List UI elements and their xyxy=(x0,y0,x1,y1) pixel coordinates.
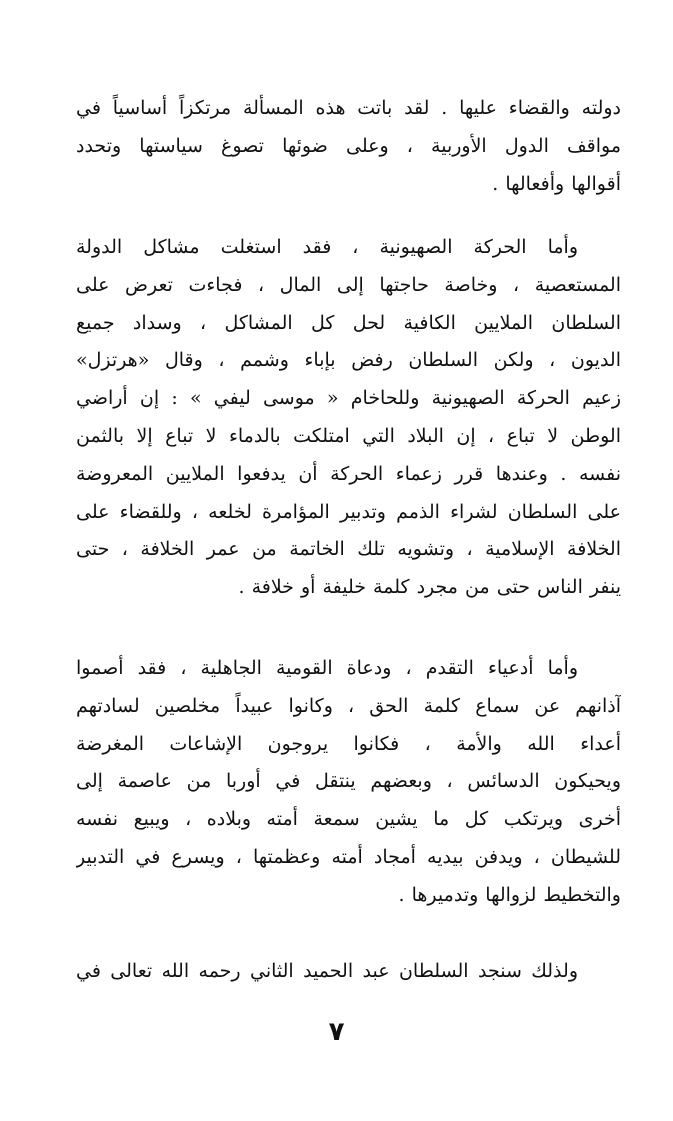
text-line: للشيطان ، ويدفن بيديه أمجاد أمته وعظمتها ، ويسرع في التدبير xyxy=(76,845,621,868)
text-line: وأما أدعياء التقدم ، ودعاة القومية الجاهلية ، فقد أصموا xyxy=(76,657,578,679)
text-line: دولته والقضاء عليها . لقد باتت هذه المسألة مرتكزاً أساسياً في xyxy=(76,97,621,119)
text-line: نفسه . وعندها قرر زعماء الحركة أن يدفعوا الملايين المعروضة xyxy=(76,462,621,485)
text-line: على السلطان لشراء الذمم وتدبير المؤامرة لخلعه ، وللقضاء على xyxy=(76,500,621,523)
paragraph-4 xyxy=(76,953,621,991)
text-line: الديون ، ولكن السلطان رفض بإباء وشمم ، وقال «هرتزل» xyxy=(76,349,621,372)
paragraph-1 xyxy=(76,90,621,203)
paragraph-3 xyxy=(76,650,621,915)
text-line: والتخطيط لزوالها وتدميرها . xyxy=(398,883,621,906)
text-line: أعداء الله والأمة ، فكانوا يروجون الإشاعات المغرضة xyxy=(76,732,621,755)
text-line: زعيم الحركة الصهيونية وللحاخام « موسى ليفي » : إن أراضي xyxy=(76,387,621,410)
text-line: ينفر الناس حتى من مجرد كلمة خليفة أو خلافة . xyxy=(238,576,621,599)
text-line: الوطن لا تباع ، إن البلاد التي امتلكت بالدماء لا تباع إلا بالثمن xyxy=(76,424,621,447)
text-line: وأما الحركة الصهيونية ، فقد استغلت مشاكل الدولة xyxy=(76,236,578,258)
text-line: أخرى ويرتكب كل ما يشين سمعة أمته وبلاده ، ويبيع نفسه xyxy=(76,808,621,831)
text-line: السلطان الملايين الكافية لحل كل المشاكل ، وسداد جميع xyxy=(76,311,621,334)
text-line: المستعصية ، وخاصة حاجتها إلى المال ، فجاءت تعرض على xyxy=(76,273,621,296)
text-line: ولذلك سنجد السلطان عبد الحميد الثاني رحمه الله تعالى في xyxy=(76,960,578,982)
paragraph-2 xyxy=(76,229,621,607)
text-line: مواقف الدول الأوربية ، وعلى ضوئها تصوغ سياستها وتحدد xyxy=(76,134,621,157)
text-line: ويحيكون الدسائس ، وبعضهم ينتقل في أوربا من عاصمة إلى xyxy=(76,770,621,793)
text-line: الخلافة الإسلامية ، وتشويه تلك الخاتمة من عمر الخلافة ، حتى xyxy=(76,538,621,561)
text-line: أقوالها وأفعالها . xyxy=(492,172,621,195)
text-line: آذانهم عن سماع كلمة الحق ، وكانوا عبيداً مخلصين لسادتهم xyxy=(76,694,621,717)
page-number: ٧ xyxy=(328,1017,345,1047)
